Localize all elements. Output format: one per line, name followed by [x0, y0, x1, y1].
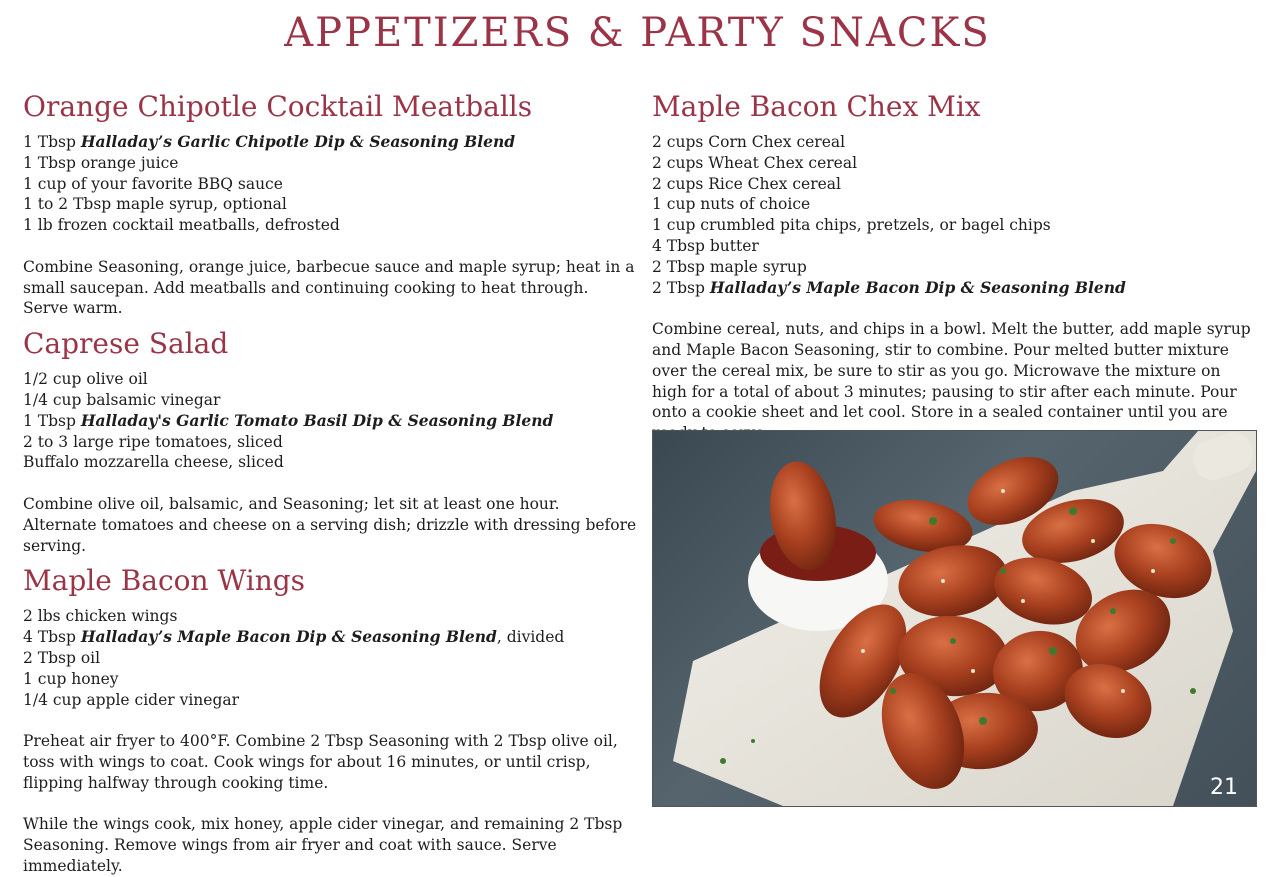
ingredient-item: Buffalo mozzarella cheese, sliced [23, 453, 284, 472]
page-number: 21 [1210, 775, 1238, 800]
page-title: APPETIZERS & PARTY SNACKS [284, 10, 991, 56]
ingredient-item: 2 cups Rice Chex cereal [652, 174, 841, 193]
ingredient-item: 4 Tbsp butter [652, 236, 759, 255]
ingredient-list [652, 132, 1257, 298]
wings-illustration [653, 431, 1256, 806]
right-column [652, 88, 1257, 444]
ingredient-list [23, 369, 638, 473]
directions-paragraph: Combine cereal, nuts, and chips in a bowl. Melt the butter, add maple syrup and Maple Bacon Seasoning, stir to combine. Pour melted butter mixture over the cereal mix, be sure to stir as you go. Microwave the mixture on high for a total of about 3 minutes; pausing to stir after each minute. Pour onto a cookie sheet and let cool. Store in a sealed container until you are [652, 320, 1251, 422]
ingredient-item: 2 Tbsp Halladay’s Maple Bacon Dip & Seasoning Blend [652, 277, 1126, 297]
ingredient-item: 2 Tbsp maple syrup [652, 257, 807, 276]
ingredient-item: 2 lbs chicken wings [23, 607, 178, 626]
recipe-caprese-salad [23, 325, 638, 556]
ingredient-list [23, 132, 638, 236]
ingredient-item: 2 cups Corn Chex cereal [652, 133, 846, 151]
ingredient-item: 1/2 cup olive oil [23, 370, 148, 389]
ingredient-item: 1 cup of your favorite BBQ sauce [23, 174, 283, 193]
food-photo [652, 430, 1257, 807]
recipe-title: Maple Bacon Wings [23, 564, 306, 598]
recipe-title: Maple Bacon Chex Mix [652, 90, 981, 123]
ingredient-item: 1/4 cup balsamic vinegar [23, 390, 221, 409]
recipe-maple-bacon-wings [23, 562, 638, 876]
recipe-title: Orange Chipotle Cocktail Meatballs [23, 90, 533, 123]
directions-paragraph: Combine olive oil, balsamic, and Seasoning; let sit at least one hour. Alternate tomatoes and cheese on a serving dish; drizzle with dressing before serving. [23, 494, 637, 555]
ingredient-item: 1 cup crumbled pita chips, pretzels, or bagel chips [652, 216, 1051, 235]
left-column [23, 88, 638, 877]
recipe-title: Caprese Salad [23, 327, 229, 361]
ingredient-item: 1 cup honey [23, 669, 119, 688]
recipe-orange-chipotle-meatballs [23, 88, 638, 319]
ingredient-item: 2 to 3 large ripe tomatoes, sliced [23, 432, 283, 451]
ingredient-item: 4 Tbsp Halladay’s Maple Bacon Dip & Seasoning Blend, divided [23, 627, 565, 647]
ingredient-item: 1 Tbsp Halladay's Garlic Tomato Basil Dip & Seasoning Blend [23, 410, 554, 430]
directions-paragraph: While the wings cook, mix honey, apple cider vinegar, and remaining 2 Tbsp Seasoning. Remove wings from air fryer and coat with sauce. Serve immediately. [23, 815, 623, 875]
ingredient-item: 1 cup nuts of choice [652, 195, 811, 214]
directions-paragraph: Preheat air fryer to 400°F. Combine 2 Tbsp Seasoning with 2 Tbsp olive oil, toss with wings to coat. Cook wings for about 16 minutes, or until crisp, flipping halfway through cooking time. [23, 732, 618, 792]
ingredient-item: 2 cups Wheat Chex cereal [652, 153, 858, 172]
ingredient-item: 1/4 cup apple cider vinegar [23, 690, 240, 709]
directions-paragraph: Combine Seasoning, orange juice, barbecue sauce and maple syrup; heat in a small saucepan. Add meatballs and continuing cooking to heat through. Serve warm. [23, 257, 635, 318]
ingredient-list [23, 606, 638, 710]
ingredient-item: 1 to 2 Tbsp maple syrup, optional [23, 195, 287, 214]
ingredient-item: 1 lb frozen cocktail meatballs, defrosted [23, 216, 340, 235]
ingredient-item: 2 Tbsp oil [23, 648, 101, 667]
ingredient-item: 1 Tbsp Halladay’s Garlic Chipotle Dip & Seasoning Blend [23, 132, 516, 151]
recipe-maple-bacon-chex-mix [652, 88, 1257, 444]
ingredient-item: 1 Tbsp orange juice [23, 153, 179, 172]
